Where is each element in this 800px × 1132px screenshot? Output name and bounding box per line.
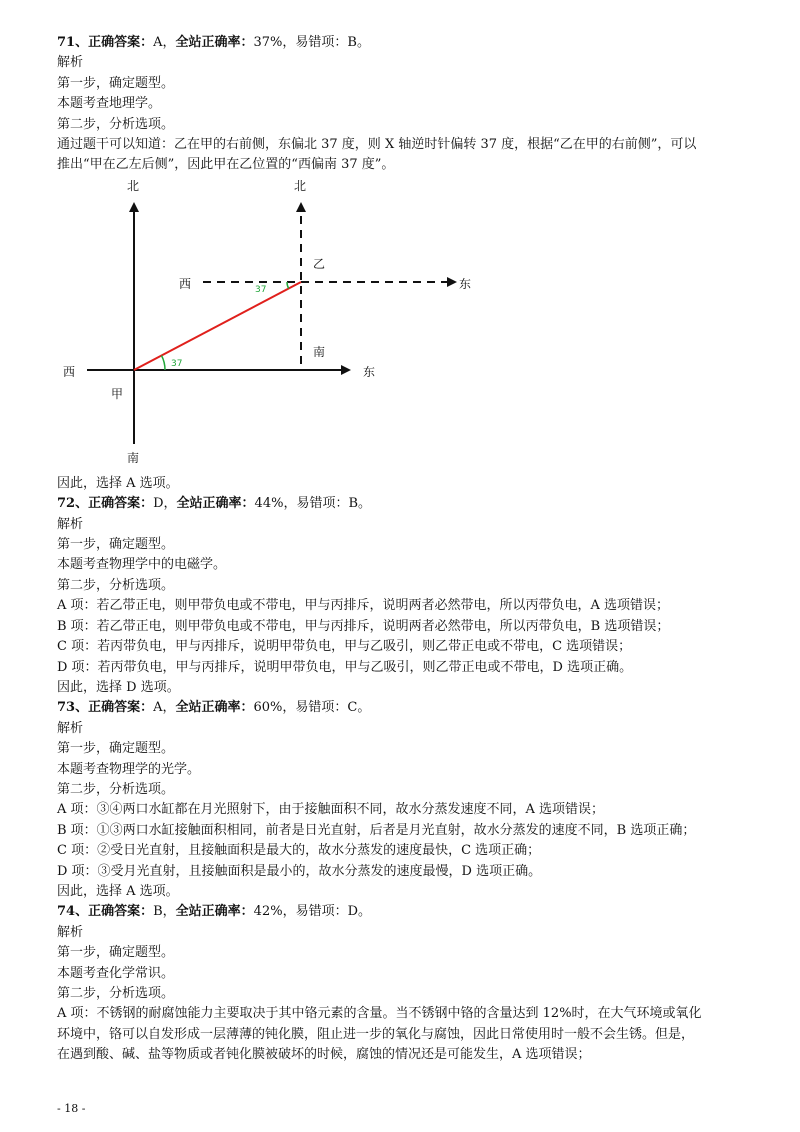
direction-diagram-svg [57,176,757,474]
q73-line: A 项：③④两口水缸都在月光照射下，由于接触面积不同，故水分蒸发速度不同，A 选项错误； [57,802,605,818]
q72-line: B 项：若乙带正电，则甲带负电或不带电，甲与丙排斥，说明两者必然带电，所以丙带负电，B 选项错误； [57,618,670,634]
right-south-label: 南 [313,344,326,359]
q73-header: 73、正确答案：A，全站正确率：60%，易错项：C。 [57,700,371,716]
q74-line: A 项：不锈钢的耐腐蚀能力主要取决于其中铬元素的含量。当不锈钢中铬的含量达到 12%时，在大气环境或氧化 [57,1006,702,1022]
q71-line: 第一步，确定题型。 [57,75,175,91]
right-west-label: 西 [179,276,192,291]
q72-line: 本题考查物理学中的电磁学。 [57,557,227,573]
q71-line: 第二步，分析选项。 [57,116,175,132]
q71-line: 推出“甲在乙左后侧”，因此甲在乙位置的“西偏南 37 度”。 [57,157,395,173]
q74-line: 本题考查化学常识。 [57,965,175,981]
q71-line: 解析 [57,55,84,71]
q73-line: 解析 [57,720,84,736]
q71-line: 本题考查地理学。 [57,96,162,112]
q71-header: 71、正确答案：A，全站正确率：37%，易错项：B。 [57,35,370,50]
q73-line: B 项：①③两口水缸接触面积相同，前者是日光直射，后者是月光直射，故水分蒸发的速度不同，B 选项正确； [57,822,696,838]
q73-line: 本题考查物理学的光学。 [57,761,201,777]
q71-conclusion: 因此，选择 A 选项。 [57,475,179,491]
q74-line: 第二步，分析选项。 [57,986,175,1001]
q74-line: 环境中，铬可以自发形成一层薄薄的钝化膜，阻止进一步的氧化与腐蚀，因此日常使用时一般不会生锈。但是， [57,1026,695,1042]
answer-page [57,33,757,1066]
q73-line: 第一步，确定题型。 [57,741,175,757]
q73-line: C 项：②受日光直射，且接触面积是最大的，故水分蒸发的速度最快，C 选项正确； [57,843,541,859]
q72-line: 第二步，分析选项。 [57,577,175,593]
q71-line: 通过题干可以知道：乙在甲的右前侧，东偏北 37 度，则 X 轴逆时针偏转 37 度，根据“乙在甲的右前侧”，可以 [57,137,697,153]
direction-diagram [57,176,757,474]
angle-label-yi: 37 [255,284,267,295]
angle-label-jia: 37 [171,358,183,369]
right-north-label: 北 [294,178,307,193]
jia-label: 甲 [111,386,124,401]
right-east-label: 东 [459,276,472,291]
yi-label: 乙 [313,256,326,271]
q74-line: 在遇到酸、碱、盐等物质或者钝化膜被破坏的时候，腐蚀的情况还是可能发生，A 选项错误； [57,1047,591,1063]
q72-header: 72、正确答案：D，全站正确率：44%，易错项：B。 [57,496,371,512]
left-east-label: 东 [363,364,376,379]
left-west-label: 西 [63,364,76,379]
q74-line: 第一步，确定题型。 [57,945,175,961]
q74-line: 解析 [57,924,84,940]
q72-line: C 项：若丙带负电，甲与丙排斥，说明甲带负电，甲与乙吸引，则乙带正电或不带电，C 选项错误； [57,639,632,655]
q73-line: 第二步，分析选项。 [57,781,175,797]
q72-line: 解析 [57,516,84,532]
left-north-label: 北 [127,178,140,193]
q72-line: D 项：若丙带负电，甲与丙排斥，说明甲带负电，甲与乙吸引，则乙带正电或不带电，D 选项正确。 [57,659,633,675]
q72-line: A 项：若乙带正电，则甲带负电或不带电，甲与丙排斥，说明两者必然带电，所以丙带负电，A 选项错误； [57,598,670,614]
jia-yi-line [134,282,301,370]
page-number: - 18 - [57,1102,86,1115]
q74-header: 74、正确答案：B，全站正确率：42%，易错项：D。 [57,904,371,920]
q72-line: 第一步，确定题型。 [57,537,175,553]
q72-line: 因此，选择 D 选项。 [57,679,180,695]
left-south-label: 南 [127,450,140,465]
angle-arc-jia [162,355,166,370]
q73-line: 因此，选择 A 选项。 [57,883,179,899]
q73-line: D 项：③受月光直射，且接触面积是最小的，故水分蒸发的速度最慢，D 选项正确。 [57,863,542,879]
